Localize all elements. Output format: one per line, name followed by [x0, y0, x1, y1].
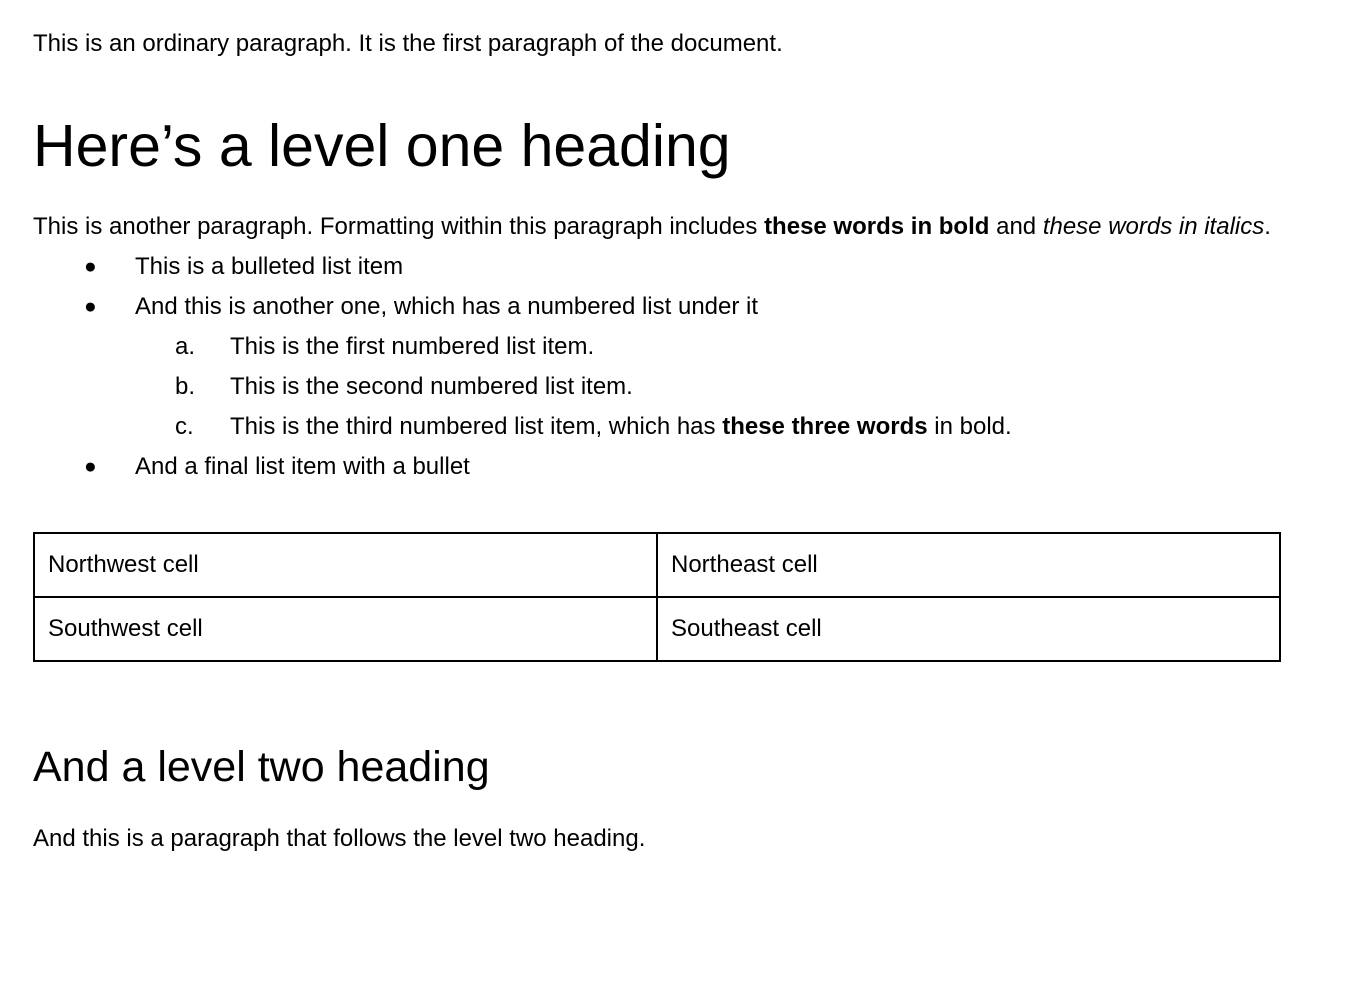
list-item [33, 287, 1281, 327]
bulleted-list [33, 247, 1281, 487]
bullet-icon: ● [84, 454, 97, 478]
numbered-item-post: in bold. [927, 412, 1012, 440]
level-two-heading: And a level two heading [33, 742, 490, 791]
bold-words: these three words [722, 412, 928, 440]
bold-words: these words in bold [764, 212, 990, 240]
table-cell-northeast: Northeast cell [657, 533, 1280, 597]
numbered-list-item [33, 327, 1281, 367]
list-item-text: This is a bulleted list item [135, 252, 404, 280]
list-item-text: This is the first numbered list item. [230, 332, 595, 360]
table-row [34, 533, 1280, 597]
table-row [34, 597, 1280, 661]
list-item [33, 447, 1281, 487]
formatted-paragraph-pre: This is another paragraph. Formatting within this paragraph includes [33, 212, 765, 240]
numbered-list-item [33, 407, 1281, 447]
formatted-paragraph-post: . [1264, 212, 1271, 240]
formatted-paragraph-mid: and [989, 212, 1043, 240]
numbered-item-pre: This is the third numbered list item, which has [230, 412, 723, 440]
table-cell-southeast: Southeast cell [657, 597, 1280, 661]
numbered-marker: b. [175, 372, 196, 400]
bullet-icon: ● [84, 294, 97, 318]
table-cell-southwest: Southwest cell [34, 597, 657, 661]
level-one-heading: Here’s a level one heading [33, 113, 731, 179]
two-by-two-table [33, 532, 1281, 662]
formatted-paragraph [33, 207, 1281, 247]
list-item-text: And a final list item with a bullet [135, 452, 470, 480]
bullet-icon: ● [84, 254, 97, 278]
numbered-marker: c. [175, 412, 194, 440]
numbered-list-item [33, 367, 1281, 407]
list-item-text: And this is another one, which has a numbered list under it [135, 292, 759, 320]
numbered-marker: a. [175, 332, 196, 360]
closing-paragraph: And this is a paragraph that follows the level two heading. [33, 825, 646, 853]
italic-words: these words in italics [1042, 212, 1265, 240]
list-item-text: This is the second numbered list item. [230, 372, 633, 400]
first-paragraph: This is an ordinary paragraph. It is the first paragraph of the document. [33, 30, 783, 57]
list-item [33, 247, 1281, 287]
list-item-text [230, 413, 1012, 440]
table-cell-northwest: Northwest cell [34, 533, 657, 597]
